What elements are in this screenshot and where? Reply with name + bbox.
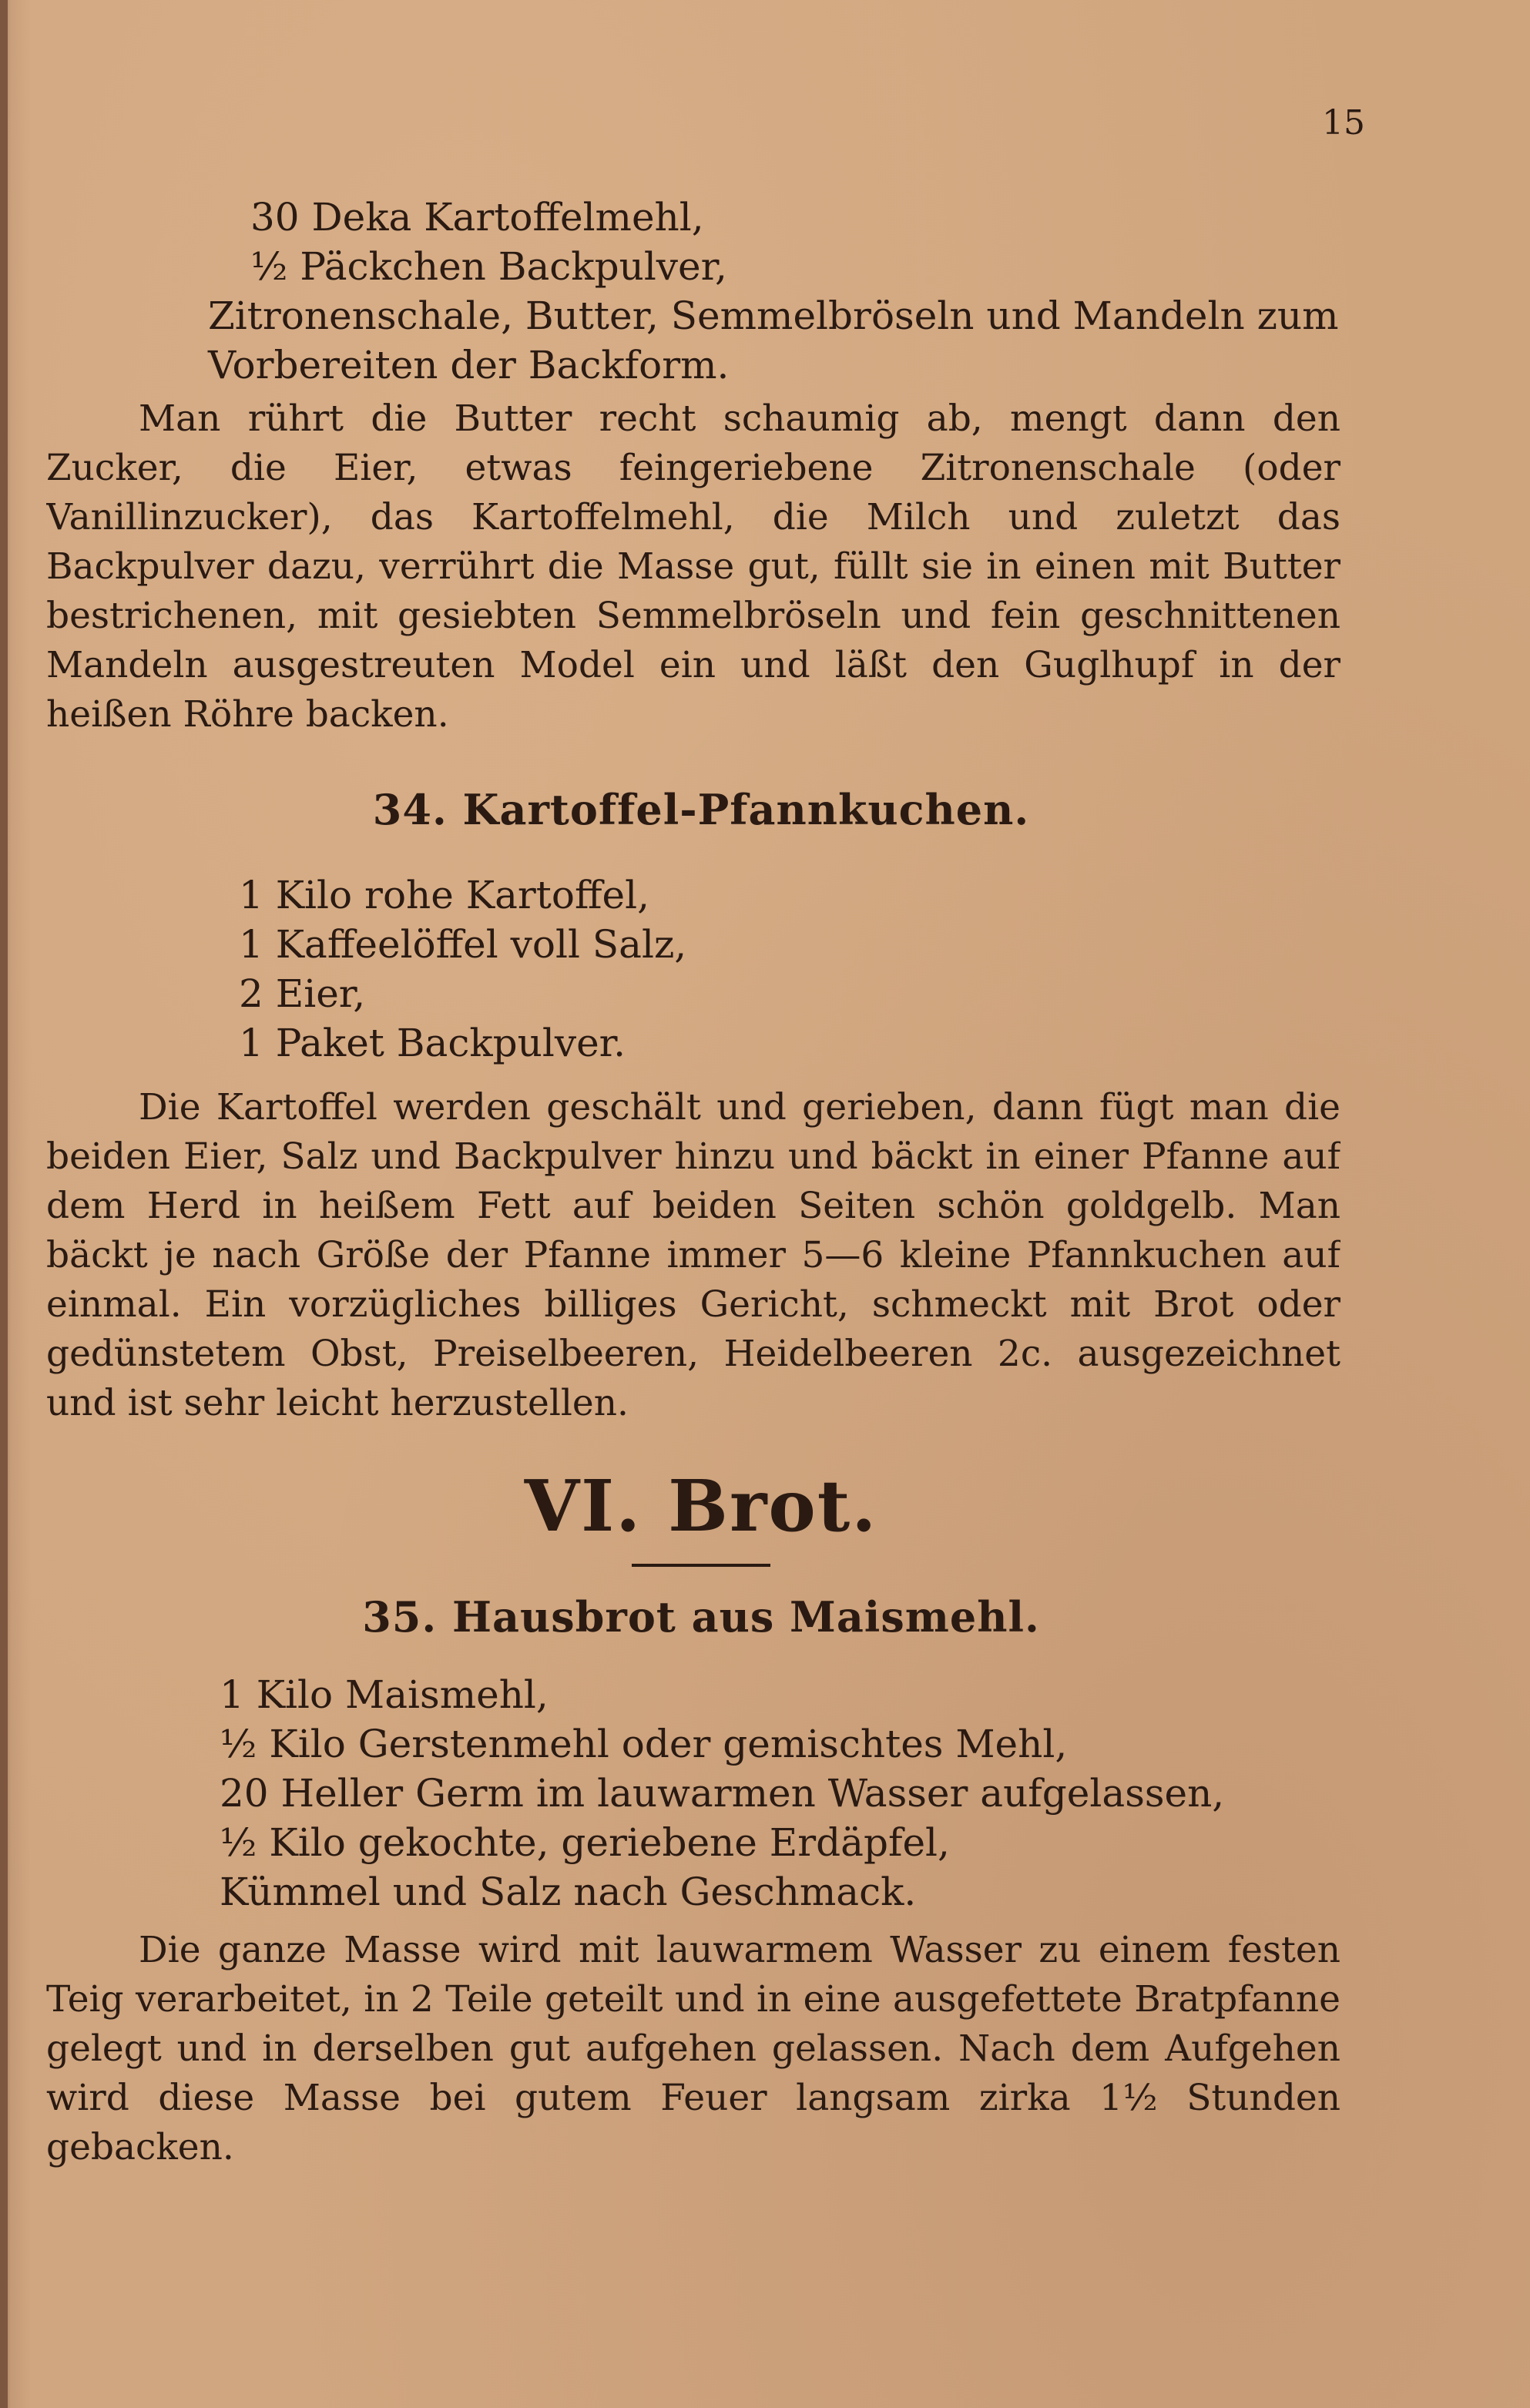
ingredient-line: Kümmel und Salz nach Geschmack.	[220, 1870, 917, 1914]
chapter-rule	[632, 1564, 770, 1567]
recipe-34-text: Die Kartoffel werden geschält und gerieben, dann fügt man die beiden Eier, Salz und Backpulver hinzu und bäckt in einer Pfanne auf dem Herd in heißem Fett auf beiden Seiten schön goldgelb. Man bäckt je nach Größe der Pfanne immer 5—6 kleine Pfannkuchen auf einmal. Ein vorzügliches billiges Gericht, schmeckt mit Brot oder gedünstetem Obst, Preiselbeeren, Heidelbeeren 2c. ausgezeichnet und ist sehr leicht herzustellen.	[46, 1086, 1340, 1424]
recipe-34-ingredients	[46, 870, 1356, 1068]
ingredient-line: 1 Paket Backpulver.	[239, 1021, 626, 1065]
page-binding-edge	[0, 0, 8, 2408]
ingredient-line: 30 Deka Kartoffelmehl,	[250, 195, 704, 240]
page-number: 15	[1322, 103, 1365, 143]
page-content	[46, 193, 1356, 2172]
preparation-paragraph	[46, 394, 1340, 740]
ingredient-line: 1 Kaffeelöffel voll Salz,	[239, 922, 687, 967]
recipe-35-text: Die ganze Masse wird mit lauwarmem Wasser zu einem festen Teig verarbeitet, in 2 Teile geteilt und in eine ausgefettete Bratpfanne gelegt und in derselben gut aufgehen gelassen. Nach dem Aufgehen wird diese Masse bei gutem Feuer langsam zirka 1½ Stunden gebacken.	[46, 1929, 1340, 2168]
chapter-title: VI. Brot.	[524, 1464, 878, 1548]
recipe-35-ingredients	[46, 1670, 1356, 1917]
ingredient-line: 1 Kilo Maismehl,	[220, 1672, 549, 1717]
recipe-35-title: 35. Hausbrot aus Maismehl.	[362, 1592, 1040, 1642]
ingredient-line: ½ Kilo Gerstenmehl oder gemischtes Mehl,	[220, 1722, 1068, 1766]
ingredient-line: ½ Päckchen Backpulver,	[250, 244, 727, 289]
ingredient-line: 1 Kilo rohe Kartoffel,	[239, 873, 649, 917]
ingredient-line: Zitronenschale, Butter, Semmelbröseln und Mandeln zum	[208, 293, 1339, 338]
recipe-34-paragraph	[46, 1083, 1340, 1428]
ingredient-line: 2 Eier,	[239, 971, 366, 1016]
ingredient-line: 20 Heller Germ im lauwarmen Wasser aufgelassen,	[220, 1771, 1225, 1816]
ingredient-line: Vorbereiten der Backform.	[208, 343, 730, 387]
recipe-35-paragraph	[46, 1926, 1340, 2172]
preparation-text: Man rührt die Butter recht schaumig ab, mengt dann den Zucker, die Eier, etwas feingeriebene Zitronenschale (oder Vanillinzucker), das Kartoffelmehl, die Milch und zuletzt das Backpulver dazu, verrührt die Masse gut, füllt sie in einen mit Butter bestrichenen, mit gesiebten Semmelbröseln und fein geschnittenen Mandeln ausgestreuten Model ein und läßt den Guglhupf in der heißen Röhre backen.	[46, 397, 1340, 736]
ingredient-line: ½ Kilo gekochte, geriebene Erdäpfel,	[220, 1820, 950, 1865]
recipe-34-title: 34. Kartoffel-Pfannkuchen.	[372, 785, 1030, 834]
